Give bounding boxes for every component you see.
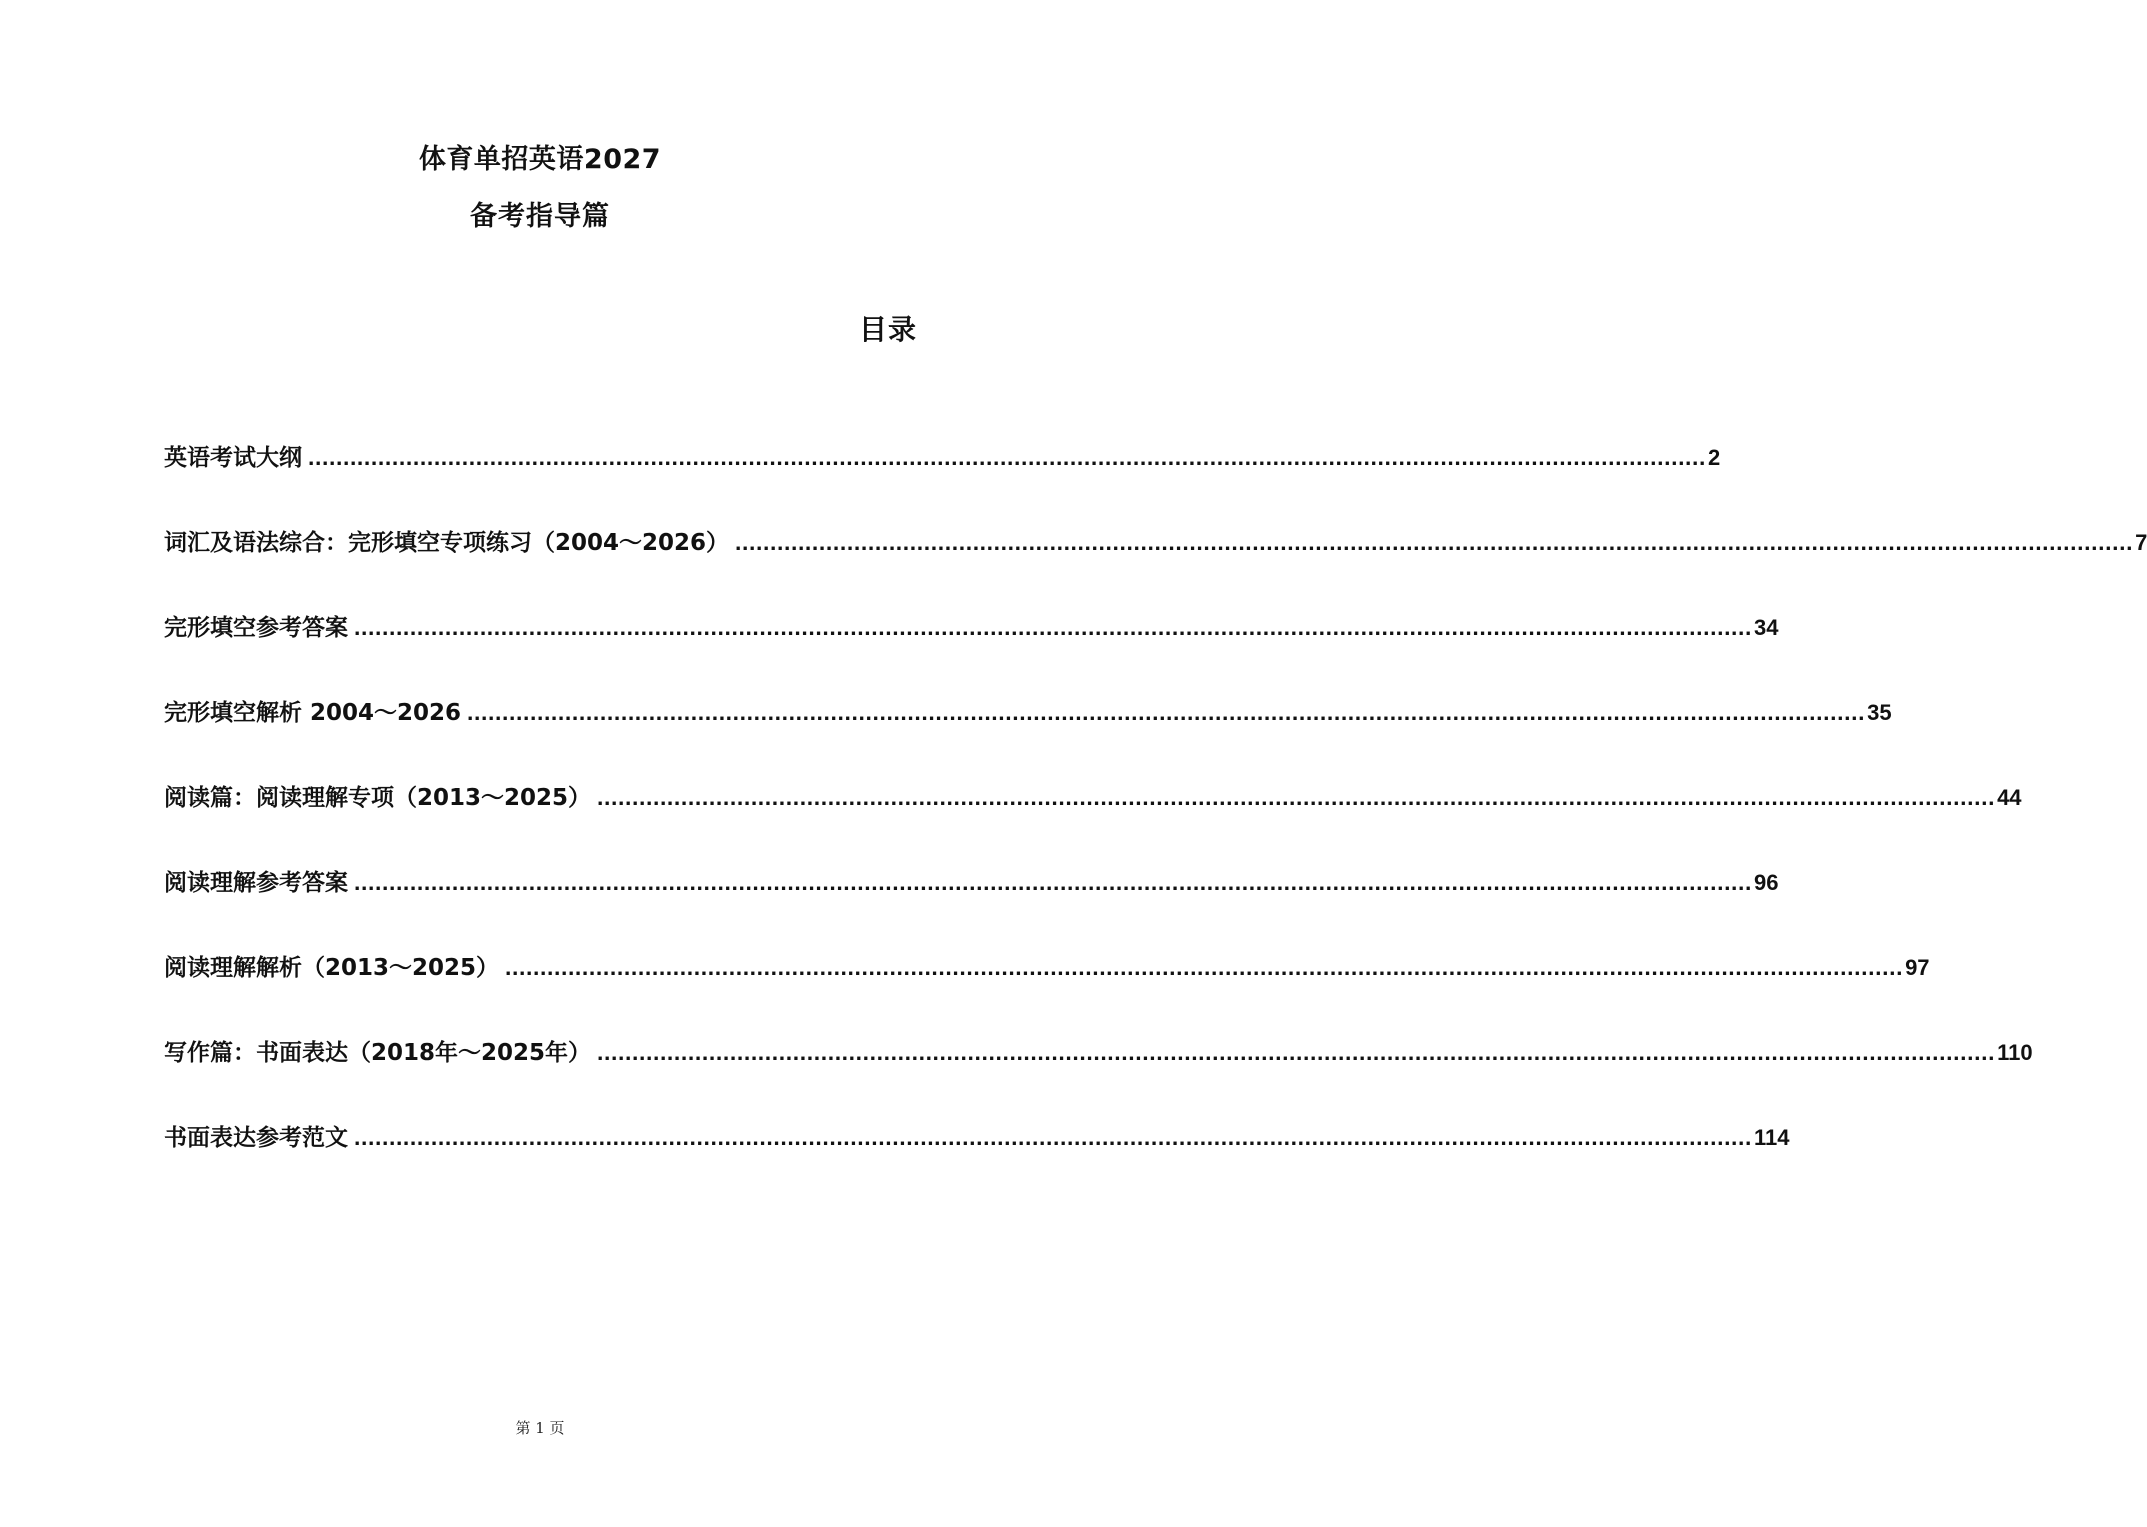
toc-entry-page: 7: [2135, 530, 2147, 555]
toc-entry[interactable]: [164, 525, 2147, 559]
toc-entry-page: 114: [1754, 1125, 1790, 1150]
toc-entry[interactable]: [164, 1035, 2033, 1069]
toc-entry[interactable]: [164, 1120, 1790, 1154]
toc-entry-page: 34: [1754, 615, 1779, 640]
toc-entry[interactable]: [164, 440, 1721, 474]
toc-leader-dots: ........................................................................................................................................................................................................: [735, 529, 2134, 555]
toc-entry-label: 阅读理解解析（2013～2025）: [164, 955, 500, 981]
toc-entry[interactable]: [164, 780, 2022, 814]
toc-entry-page: 44: [1997, 785, 2022, 810]
toc-entry-page: 96: [1754, 870, 1779, 895]
toc-entry-label: 完形填空解析 2004～2026: [164, 700, 462, 726]
toc-leader-dots: ........................................................................................................................................................................................................: [308, 444, 1707, 470]
toc-entry-label: 完形填空参考答案: [164, 615, 348, 641]
table-of-contents: [164, 440, 2147, 1205]
toc-leader-dots: ........................................................................................................................................................................................................: [354, 869, 1753, 895]
toc-entry-page: 110: [1997, 1040, 2033, 1065]
toc-entry[interactable]: [164, 695, 1892, 729]
page-number-footer: 第 1 页: [515, 1419, 565, 1437]
toc-entry-page: 35: [1867, 700, 1892, 725]
toc-entry-page: 2: [1708, 445, 1721, 470]
document-title: 体育单招英语2027: [418, 144, 662, 175]
toc-leader-dots: ........................................................................................................................................................................................................: [505, 954, 1904, 980]
toc-entry[interactable]: [164, 610, 1779, 644]
toc-leader-dots: ........................................................................................................................................................................................................: [354, 1124, 1753, 1150]
toc-leader-dots: ........................................................................................................................................................................................................: [354, 614, 1753, 640]
toc-leader-dots: ........................................................................................................................................................................................................: [597, 1039, 1996, 1065]
toc-entry-label: 书面表达参考范文: [164, 1125, 348, 1151]
toc-entry[interactable]: [164, 865, 1779, 899]
toc-entry-label: 阅读篇：阅读理解专项（2013～2025）: [164, 785, 592, 811]
toc-entry-label: 写作篇：书面表达（2018年～2025年）: [164, 1040, 592, 1066]
toc-entry-label: 词汇及语法综合：完形填空专项练习（2004～2026）: [164, 530, 730, 556]
toc-entry-label: 英语考试大纲: [164, 445, 302, 471]
toc-leader-dots: ........................................................................................................................................................................................................: [467, 699, 1866, 725]
toc-leader-dots: ........................................................................................................................................................................................................: [597, 784, 1996, 810]
toc-heading: 目录: [858, 313, 917, 346]
document-subtitle: 备考指导篇: [470, 201, 610, 232]
toc-entry-label: 阅读理解参考答案: [164, 870, 348, 896]
toc-entry[interactable]: [164, 950, 1930, 984]
toc-entry-page: 97: [1905, 955, 1930, 980]
